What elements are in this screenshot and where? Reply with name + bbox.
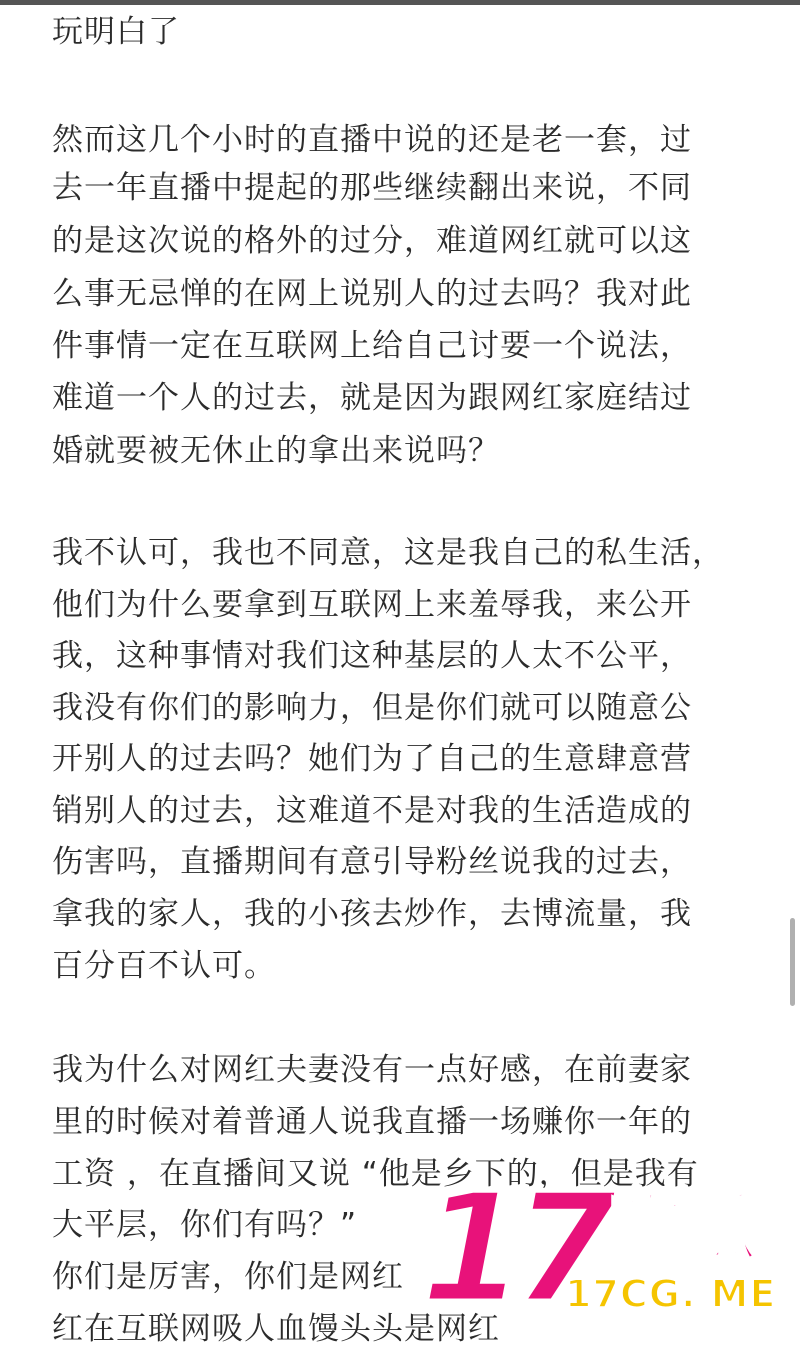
watermark-number: 17 [420,1160,604,1337]
text-line: 玩明白了 [52,14,180,50]
text-line: 我为什么对网红夫妻没有一点好感，在前妻家 [52,1052,692,1088]
watermark-chinese: 吃瓜 [608,1185,756,1274]
text-line: 然而这几个小时的直播中说的还是老一套，过 [52,122,692,158]
text-line: 的是这次说的格外的过分，难道网红就可以这 [52,223,692,259]
text-line: 销别人的过去，这难道不是对我的生活造成的 [52,793,692,829]
text-line: 红在互联网吸人血馒头头是网红 [52,1311,500,1347]
text-line: 件事情一定在互联网上给自己讨要一个说法， [52,328,692,364]
text-line: 我没有你们的影响力，但是你们就可以随意公 [52,690,692,726]
text-line: 百分百不认可。 [52,948,276,984]
text-line: 么事无忌惮的在网上说别人的过去吗？我对此 [52,276,692,312]
text-line: 婚就要被无休止的拿出来说吗？ [52,433,500,469]
text-line: 开别人的过去吗？她们为了自己的生意肆意营 [52,741,692,777]
text-line: 他们为什么要拿到互联网上来羞辱我，来公开 [52,587,692,623]
site-watermark [420,1160,780,1337]
text-line: 拿我的家人，我的小孩去炒作，去博流量，我 [52,896,692,932]
text-line: 工资 ，在直播间又说 “他是乡下的，但是我有 [52,1156,699,1192]
watermark-domain: 17CG. ME [565,1272,777,1316]
text-line: 伤害吗，直播期间有意引导粉丝说我的过去， [52,844,692,880]
scrollbar-thumb[interactable] [790,918,795,1006]
text-line: 我，这种事情对我们这种基层的人太不公平， [52,638,692,674]
top-status-bar [0,0,800,5]
text-line: 难道一个人的过去，就是因为跟网红家庭结过 [52,380,692,416]
text-line: 里的时候对着普通人说我直播一场赚你一年的 [52,1104,692,1140]
text-line: 大平层，你们有吗？” [52,1207,358,1243]
text-line: 去一年直播中提起的那些继续翻出来说，不同 [52,170,692,206]
text-line: 我不认可，我也不同意，这是我自己的私生活， [52,535,724,571]
text-line: 你们是厉害，你们是网红 [52,1259,404,1295]
